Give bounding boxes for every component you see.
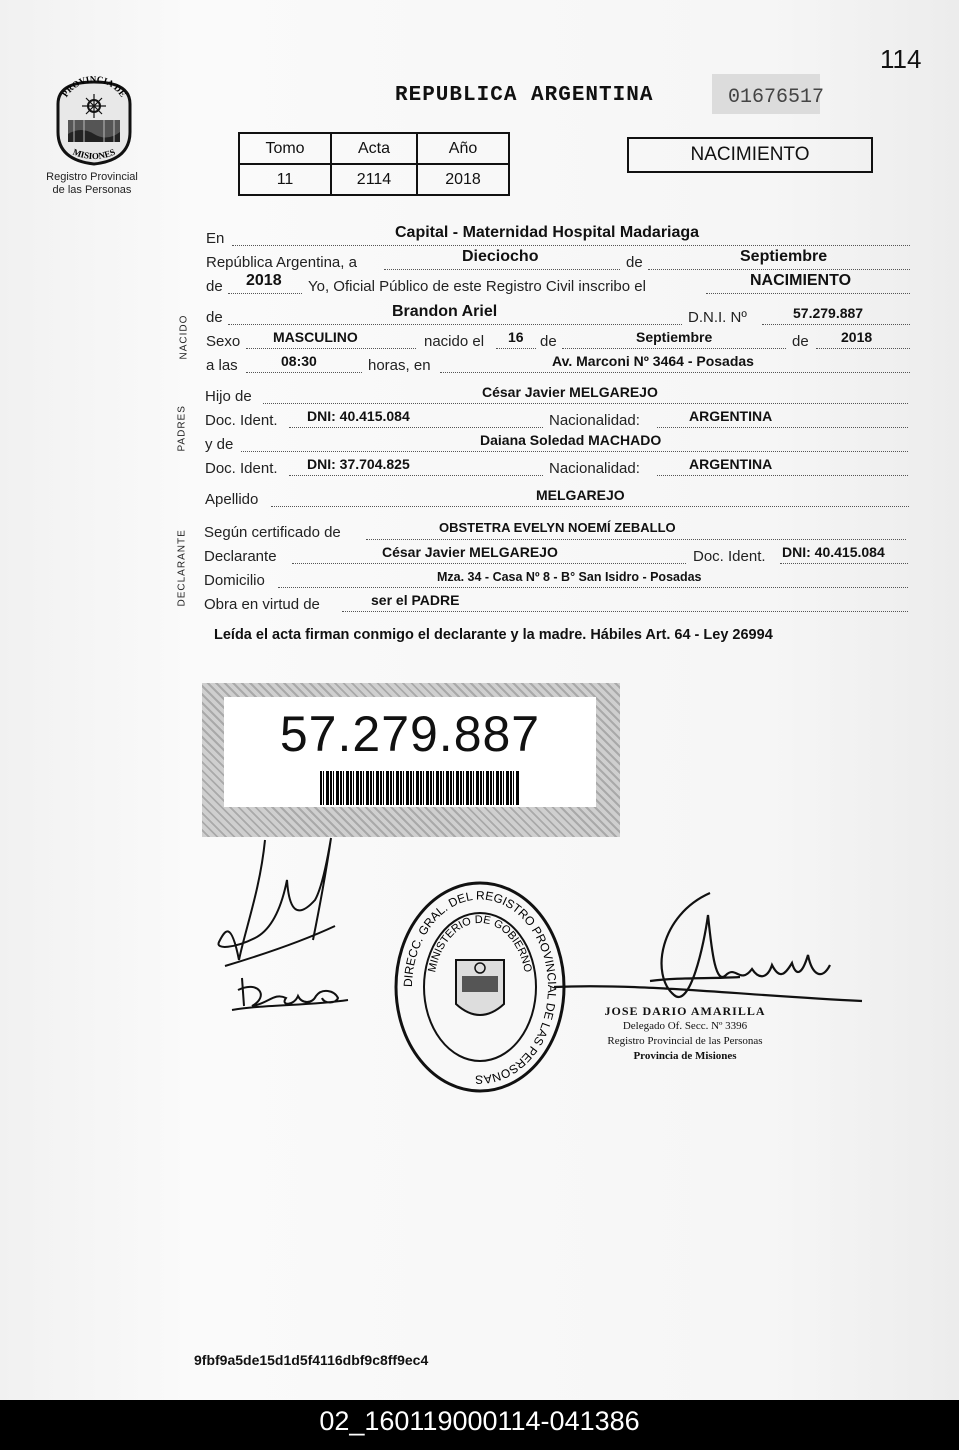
serial-number-box — [712, 74, 825, 114]
value-apellido: MELGAREJO — [536, 487, 625, 503]
value-dni: 57.279.887 — [793, 305, 864, 321]
registry-value-acta: 2114 — [331, 164, 417, 195]
value-obra: ser el PADRE — [371, 592, 460, 608]
value-dia-nacimiento: 16 — [508, 329, 524, 345]
label-y-de: y de — [205, 436, 234, 453]
field-row-nombre — [206, 303, 910, 331]
closing-statement: Leída el acta firman conmigo el declarante y la madre. Hábiles Art. 64 - Ley 26994 — [214, 627, 773, 643]
registry-header-tomo: Tomo — [239, 133, 331, 164]
value-sexo: MASCULINO — [273, 329, 358, 345]
registry-table — [238, 132, 510, 196]
field-row-certificado — [204, 520, 906, 546]
label-apellido: Apellido — [205, 491, 259, 508]
registry-header-anio: Año — [417, 133, 509, 164]
label-doc-ident: Doc. Ident. — [205, 460, 278, 477]
field-row-declarante — [204, 544, 908, 570]
label-domicilio: Domicilio — [204, 572, 265, 589]
field-row-hora — [206, 353, 910, 379]
official-province: Provincia de Misiones — [633, 1050, 737, 1062]
value-madre-nacionalidad: ARGENTINA — [689, 456, 773, 472]
official-block — [580, 1004, 790, 1064]
label-nacionalidad: Nacionalidad: — [549, 460, 640, 477]
value-mes-nacimiento: Septiembre — [636, 329, 713, 345]
seal-icon — [48, 74, 140, 166]
registry-header-row — [239, 133, 509, 164]
label-de: de — [206, 278, 223, 295]
side-label-padres: PADRES — [176, 405, 188, 452]
value-domicilio: Mza. 34 - Casa Nº 8 - B° San Isidro - Posadas — [437, 570, 702, 584]
label-obra: Obra en virtud de — [204, 596, 320, 613]
label-a-las: a las — [206, 357, 238, 374]
value-declarante-doc: DNI: 40.415.084 — [782, 544, 885, 560]
label-doc-ident: Doc. Ident. — [693, 548, 766, 565]
value-lugar-nacimiento: Av. Marconi Nº 3464 - Posadas — [552, 353, 754, 369]
value-anio-registro: 2018 — [246, 272, 282, 289]
record-type-box: NACIMIENTO — [627, 137, 873, 173]
value-tipo-acto: NACIMIENTO — [750, 272, 852, 289]
svg-text:PROVINCIA DE: PROVINCIA DE — [59, 74, 129, 99]
value-nombre: Brandon Ariel — [392, 303, 498, 320]
label-horas-en: horas, en — [368, 357, 431, 374]
dni-sticker — [202, 683, 620, 837]
label-en: En — [206, 230, 225, 247]
side-label-nacido: NACIDO — [178, 314, 190, 360]
field-row-padre — [205, 384, 908, 410]
value-certificado: OBSTETRA EVELYN NOEMÍ ZEBALLO — [439, 520, 676, 535]
registry-header-acta: Acta — [331, 133, 417, 164]
official-name: JOSE DARIO AMARILLA — [604, 1004, 766, 1018]
value-madre: Daiana Soledad MACHADO — [480, 432, 662, 448]
label-de: de — [540, 333, 557, 350]
page-number: 114 — [880, 44, 922, 74]
value-mes-registro: Septiembre — [740, 248, 828, 265]
registry-value-row — [239, 164, 509, 195]
label-nacionalidad: Nacionalidad: — [549, 412, 640, 429]
label-declarante: Declarante — [204, 548, 277, 565]
field-row-madre — [205, 432, 908, 458]
label-nacido-el: nacido el — [424, 333, 485, 350]
value-anio-nacimiento: 2018 — [841, 329, 873, 345]
mother-signature-icon — [228, 970, 358, 1016]
label-hijo-de: Hijo de — [205, 388, 252, 405]
field-row-madre-doc — [205, 456, 908, 482]
side-label-declarante: DECLARANTE — [176, 529, 188, 607]
field-row-obra — [204, 592, 908, 618]
seal-caption-line2: de las Personas — [52, 184, 132, 196]
registry-value-tomo: 11 — [239, 164, 331, 195]
field-row-domicilio — [204, 572, 908, 594]
value-madre-doc: DNI: 37.704.825 — [307, 456, 410, 472]
dni-sticker-number: 57.279.887 — [279, 706, 541, 762]
label-yo: Yo, Oficial Público de este Registro Civil inscribo el — [308, 278, 646, 295]
label-segun: Según certificado de — [204, 524, 341, 541]
dni-sticker-inner — [224, 697, 596, 807]
value-padre-doc: DNI: 40.415.084 — [307, 408, 410, 424]
registry-value-anio: 2018 — [417, 164, 509, 195]
value-declarante: César Javier MELGAREJO — [382, 544, 558, 560]
value-padre-nacionalidad: ARGENTINA — [689, 408, 773, 424]
field-row-inscripcion — [206, 272, 910, 300]
svg-text:MISIONES: MISIONES — [71, 146, 117, 162]
barcode-icon — [320, 771, 520, 805]
svg-text:DIRECC. GRAL. DEL REGISTRO PRO: DIRECC. GRAL. DEL REGISTRO PROVINCIAL DE LAS PERSONAS — [400, 888, 560, 1087]
field-row-sexo — [206, 329, 910, 355]
label-doc-ident: Doc. Ident. — [205, 412, 278, 429]
label-de: de — [792, 333, 809, 350]
document-title: REPUBLICA ARGENTINA — [395, 84, 654, 107]
label-dni: D.N.I. Nº — [688, 309, 747, 326]
official-org: Registro Provincial de las Personas — [607, 1035, 763, 1047]
label-sexo: Sexo — [206, 333, 241, 350]
label-republica: República Argentina, a — [206, 254, 357, 271]
seal-caption — [30, 171, 154, 197]
value-hora: 08:30 — [281, 353, 317, 369]
field-row-apellido — [205, 487, 909, 513]
official-role: Delegado Of. Secc. Nº 3396 — [622, 1020, 748, 1032]
svg-text:MINISTERIO DE GOBIERNO: MINISTERIO DE GOBIERNO — [426, 913, 534, 974]
label-de: de — [626, 254, 643, 271]
document-hash: 9fbf9a5de15d1d5f4116dbf9c8ff9ec4 — [194, 1352, 429, 1368]
value-lugar: Capital - Maternidad Hospital Madariaga — [395, 224, 700, 241]
label-de: de — [206, 309, 223, 326]
footer-filename: 02_160119000114-041386 — [0, 1400, 959, 1450]
value-padre: César Javier MELGAREJO — [482, 384, 658, 400]
field-row-padre-doc — [205, 408, 908, 434]
seal-caption-line1: Registro Provincial — [46, 171, 138, 183]
value-dia-registro: Dieciocho — [462, 248, 539, 265]
serial-number: 01676517 — [728, 86, 825, 109]
